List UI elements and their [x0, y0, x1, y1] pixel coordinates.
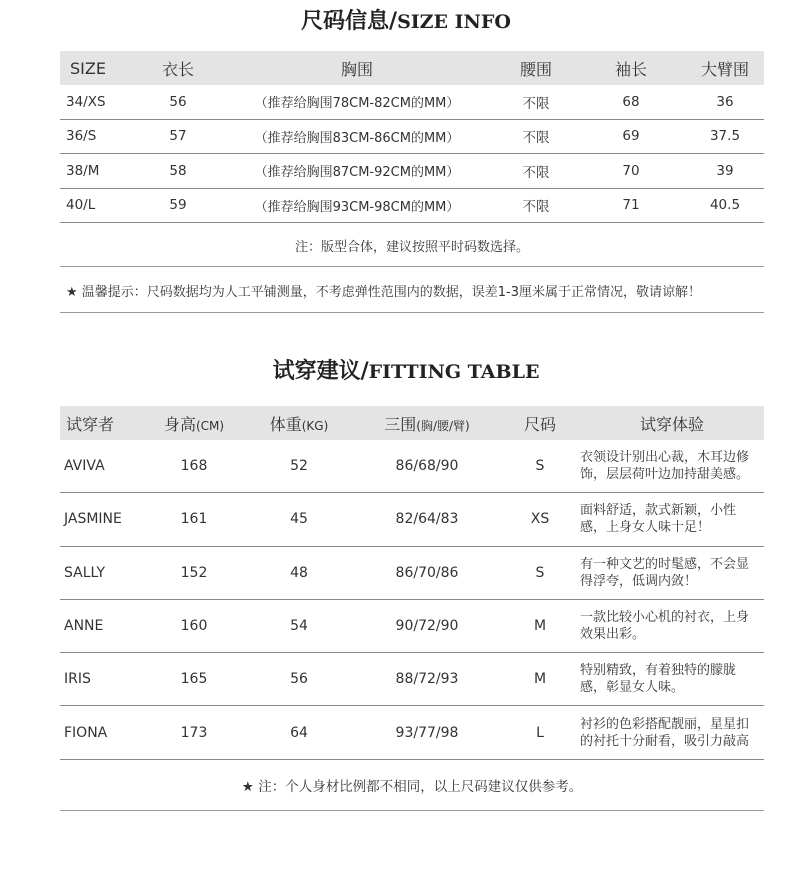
divider	[60, 266, 764, 267]
header-fit-size: 尺码	[523, 414, 556, 434]
experience-cell: 特别精致，有着独特的朦胧感，彰显女人味。	[580, 653, 764, 706]
height-cell: 165	[144, 653, 244, 706]
header-chest: 胸围	[340, 59, 373, 79]
arm-cell: 36	[686, 85, 764, 119]
tester-name: IRIS	[60, 653, 144, 706]
header-height-label: 身高	[163, 414, 196, 434]
height-cell: 161	[144, 493, 244, 546]
table-row	[60, 546, 764, 599]
experience-cell: 有一种文艺的时髦感，不会显得浮夸，低调内敛！	[580, 546, 764, 599]
measure-cell: 86/70/86	[354, 546, 500, 599]
waist-cell: 不限	[496, 119, 576, 154]
measure-cell: 86/68/90	[354, 440, 500, 493]
size-cell: 34/XS	[60, 85, 138, 119]
experience-cell: 衣领设计别出心裁，木耳边修饰，层层荷叶边加持甜美感。	[580, 440, 764, 493]
size-cell: 36/S	[60, 119, 138, 154]
tester-name: FIONA	[60, 706, 144, 759]
header-length: 衣长	[161, 59, 194, 79]
size-info-title	[0, 4, 812, 35]
table-row	[60, 599, 764, 652]
size-cell: 38/M	[60, 154, 138, 189]
header-arm: 大臂围	[700, 59, 749, 79]
header-weight	[244, 406, 354, 440]
experience-cell: 一款比较小心机的衬衣，上身效果出彩。	[580, 599, 764, 652]
waist-cell: 不限	[496, 154, 576, 189]
arm-cell: 37.5	[686, 119, 764, 154]
tester-name: JASMINE	[60, 493, 144, 546]
fit-size-cell: XS	[500, 493, 580, 546]
divider	[60, 312, 764, 313]
tester-name: SALLY	[60, 546, 144, 599]
table-row	[60, 85, 764, 119]
size-table-header	[60, 51, 764, 85]
header-measure	[354, 406, 500, 440]
weight-cell: 56	[244, 653, 354, 706]
experience-cell: 面料舒适，款式新颖，小性感，上身女人味十足！	[580, 493, 764, 546]
arm-cell: 40.5	[686, 188, 764, 223]
fit-size-cell: S	[500, 546, 580, 599]
size-cell: 40/L	[60, 188, 138, 223]
table-row	[60, 119, 764, 154]
header-height-unit: (CM)	[195, 418, 225, 433]
header-size: SIZE	[70, 58, 106, 78]
sleeve-cell: 68	[576, 85, 686, 119]
header-measure-unit: (胸/腰/臂)	[416, 418, 470, 433]
weight-cell: 52	[244, 440, 354, 493]
divider	[60, 810, 764, 811]
sleeve-cell: 70	[576, 154, 686, 189]
table-row	[60, 154, 764, 189]
header-weight-unit: (KG)	[301, 418, 329, 433]
sleeve-cell: 69	[576, 119, 686, 154]
table-row	[60, 440, 764, 493]
experience-cell: 衬衫的色彩搭配靓丽，星星扣的衬托十分耐看，吸引力敲高	[580, 706, 764, 759]
chest-cell: （推荐给胸围83CM-86CM的MM）	[218, 119, 496, 154]
weight-cell: 45	[244, 493, 354, 546]
height-cell: 152	[144, 546, 244, 599]
fitting-table-header	[60, 406, 764, 440]
length-cell: 57	[138, 119, 218, 154]
fit-size-cell: M	[500, 599, 580, 652]
header-tester: 试穿者	[66, 414, 115, 434]
warm-tip: ★ 温馨提示：尺码数据均为人工平铺测量，不考虑弹性范围内的数据，误差1-3厘米属于正常情况，敬请谅解！	[66, 285, 702, 300]
height-cell: 160	[144, 599, 244, 652]
header-measure-label: 三围	[384, 414, 417, 434]
measure-cell: 82/64/83	[354, 493, 500, 546]
fitting-title-cn: 试穿建议/	[272, 359, 369, 384]
tester-name: ANNE	[60, 599, 144, 652]
header-experience: 试穿体验	[639, 414, 704, 434]
fitting-title-en: FITTING TABLE	[368, 361, 540, 383]
measure-cell: 90/72/90	[354, 599, 500, 652]
chest-cell: （推荐给胸围78CM-82CM的MM）	[218, 85, 496, 119]
size-info-title-en: SIZE INFO	[397, 11, 511, 33]
height-cell: 168	[144, 440, 244, 493]
chest-cell: （推荐给胸围87CM-92CM的MM）	[218, 154, 496, 189]
fitting-note: ★ 注：个人身材比例都不相同，以上尺码建议仅供参考。	[241, 779, 583, 795]
table-row	[60, 188, 764, 223]
measure-cell: 88/72/93	[354, 653, 500, 706]
size-table	[60, 51, 764, 223]
weight-cell: 48	[244, 546, 354, 599]
length-cell: 56	[138, 85, 218, 119]
header-waist: 腰围	[519, 59, 552, 79]
arm-cell: 39	[686, 154, 764, 189]
fit-size-cell: L	[500, 706, 580, 759]
waist-cell: 不限	[496, 85, 576, 119]
fitting-title	[0, 354, 812, 385]
height-cell: 173	[144, 706, 244, 759]
tester-name: AVIVA	[60, 440, 144, 493]
table-row	[60, 653, 764, 706]
length-cell: 58	[138, 154, 218, 189]
measure-cell: 93/77/98	[354, 706, 500, 759]
weight-cell: 64	[244, 706, 354, 759]
size-note: 注：版型合体，建议按照平时码数选择。	[294, 240, 529, 255]
table-row	[60, 706, 764, 759]
length-cell: 59	[138, 188, 218, 223]
sleeve-cell: 71	[576, 188, 686, 223]
fit-size-cell: S	[500, 440, 580, 493]
waist-cell: 不限	[496, 188, 576, 223]
size-info-title-cn: 尺码信息/	[301, 9, 398, 34]
table-row	[60, 493, 764, 546]
header-height	[144, 406, 244, 440]
chest-cell: （推荐给胸围93CM-98CM的MM）	[218, 188, 496, 223]
header-sleeve: 袖长	[614, 59, 647, 79]
weight-cell: 54	[244, 599, 354, 652]
fit-size-cell: M	[500, 653, 580, 706]
fitting-table	[60, 406, 764, 760]
header-weight-label: 体重	[269, 414, 302, 434]
